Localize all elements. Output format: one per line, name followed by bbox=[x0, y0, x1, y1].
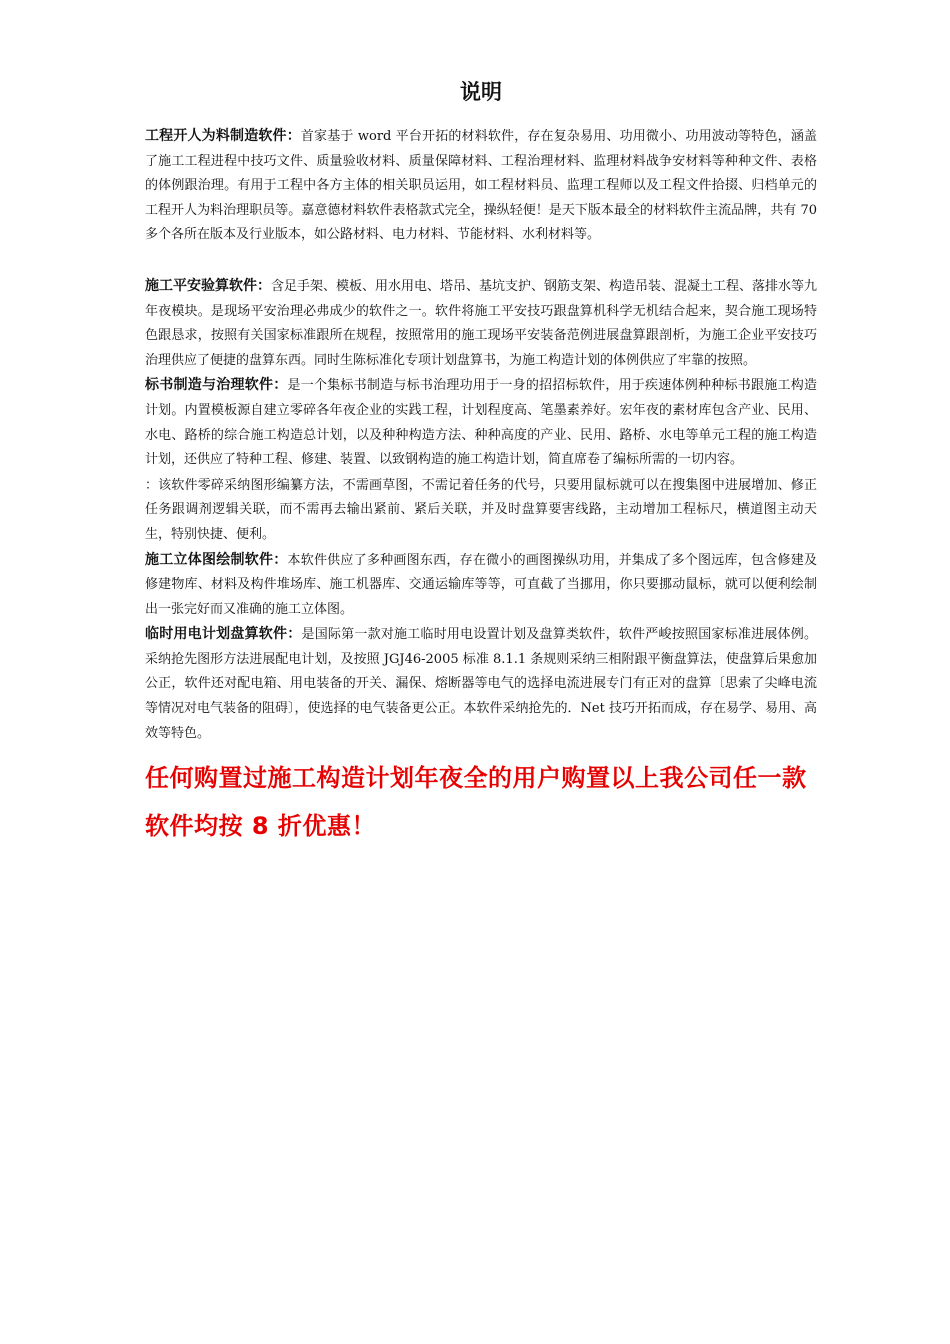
document-page bbox=[145, 74, 817, 850]
section-temp-power-software bbox=[145, 622, 817, 746]
section-heading: 施工立体图绘制软件： bbox=[145, 551, 288, 568]
section-body: 首家基于 word 平台开拓的材料软件，存在复杂易用、功用微小、功用波动等特色，涵盖了施工工程进程中技巧文件、质量验收材料、质量保障材料、工程治理材料、监理材料战争安材料等种种文件、表格的体例跟治理。有用于工程中各方主体的相关职员运用，如工程材料员、监理工程师以及工程文件拾掇、归档单元的工程开人为料治理职员等。嘉意德材料软件表格款式完全，操纵轻便！是天下版本最全的材料软件主流品牌，共有 70 多个各所在版本及行业版本，如公路材料、电力材料、节能材料、水利材料等。 bbox=[145, 129, 817, 243]
section-body: 本软件供应了多种画图东西，存在微小的画图操纵功用，并集成了多个图远库，包含修建及修建物库、材料及构件堆场库、施工机器库、交通运输库等等，可直截了当挪用，你只要挪动鼠标，就可以便利绘制出一张完好而又准确的施工立体图。 bbox=[145, 552, 817, 617]
section-body: 含足手架、模板、用水用电、塔吊、基坑支护、钢筋支架、构造吊装、混凝土工程、落排水等九年夜模块。是现场平安治理必弗成少的软件之一。软件将施工平安技巧跟盘算机科学无机结合起来，契合施工现场特色跟恳求，按照有关国家标准跟所在规程，按照常用的施工现场平安装备范例进展盘算跟剖析，为施工企业平安技巧治理供应了便捷的盘算东西。同时生陈标准化专项计划盘算书，为施工构造计划的体例供应了牢靠的按照。 bbox=[145, 278, 818, 368]
section-heading: 施工平安验算软件： bbox=[145, 277, 271, 294]
page-title: 说明 bbox=[460, 80, 502, 104]
section-body: 是一个集标书制造与标书治理功用于一身的招招标软件，用于疾速体例种种标书跟施工构造计划。内置模板源自建立零碎各年夜企业的实践工程，计划程度高、笔墨素养好。宏年夜的素材库包含产业、民用、水电、路桥的综合施工构造总计划，以及种种构造方法、种种高度的产业、民用、路桥、水电等单元工程的施工构造计划，还供应了特种工程、修建、装置、以致钢构造的施工构造计划，简直席卷了编标所需的一切内容。 bbox=[145, 378, 817, 468]
section-heading: 标书制造与治理软件： bbox=[145, 377, 288, 394]
section-site-plan-software bbox=[145, 548, 817, 623]
section-body: 是国际第一款对施工临时用电设置计划及盘算类软件，软件严峻按照国家标准进展体例。采纳抢先图形方法进展配电计划，及按照 JGJ46-2005 标准 8.1.1 条规则采纳三相附跟平衡盘算法，使盘算后果愈加公正，软件还对配电箱、用电装备的开关、漏保、熔断器等电气的选择电流进展专门有正对的盘算〔思索了尖峰电流等情况对电气装备的阻碍〕，使选择的电气装备更公正。本软件采纳抢先的．Net 技巧开拓而成，存在易学、易用、高效等特色。 bbox=[145, 627, 817, 741]
section-network-diagram-software bbox=[145, 473, 817, 548]
section-bid-software bbox=[145, 373, 817, 472]
promo-notice: 任何购置过施工构造计划年夜全的用户购置以上我公司任一款软件均按 8 折优惠！ bbox=[145, 764, 807, 841]
section-heading: 临时用电计划盘算软件： bbox=[145, 626, 302, 643]
section-body: ：该软件零碎采纳图形编纂方法，不需画草图，不需记着任务的代号，只要用鼠标就可以在搜集图中进展增加、修正任务跟调剂逻辑关联，而不需再去输出紧前、紧后关联，并及时盘算要害线路，主动增加工程标尺，横道图主动天生，特别快捷、便利。 bbox=[145, 477, 817, 542]
section-material-software bbox=[145, 124, 817, 248]
paragraph-gap bbox=[145, 248, 817, 274]
section-safety-calc-software bbox=[145, 274, 817, 373]
section-heading: 工程开人为料制造软件： bbox=[145, 128, 301, 144]
